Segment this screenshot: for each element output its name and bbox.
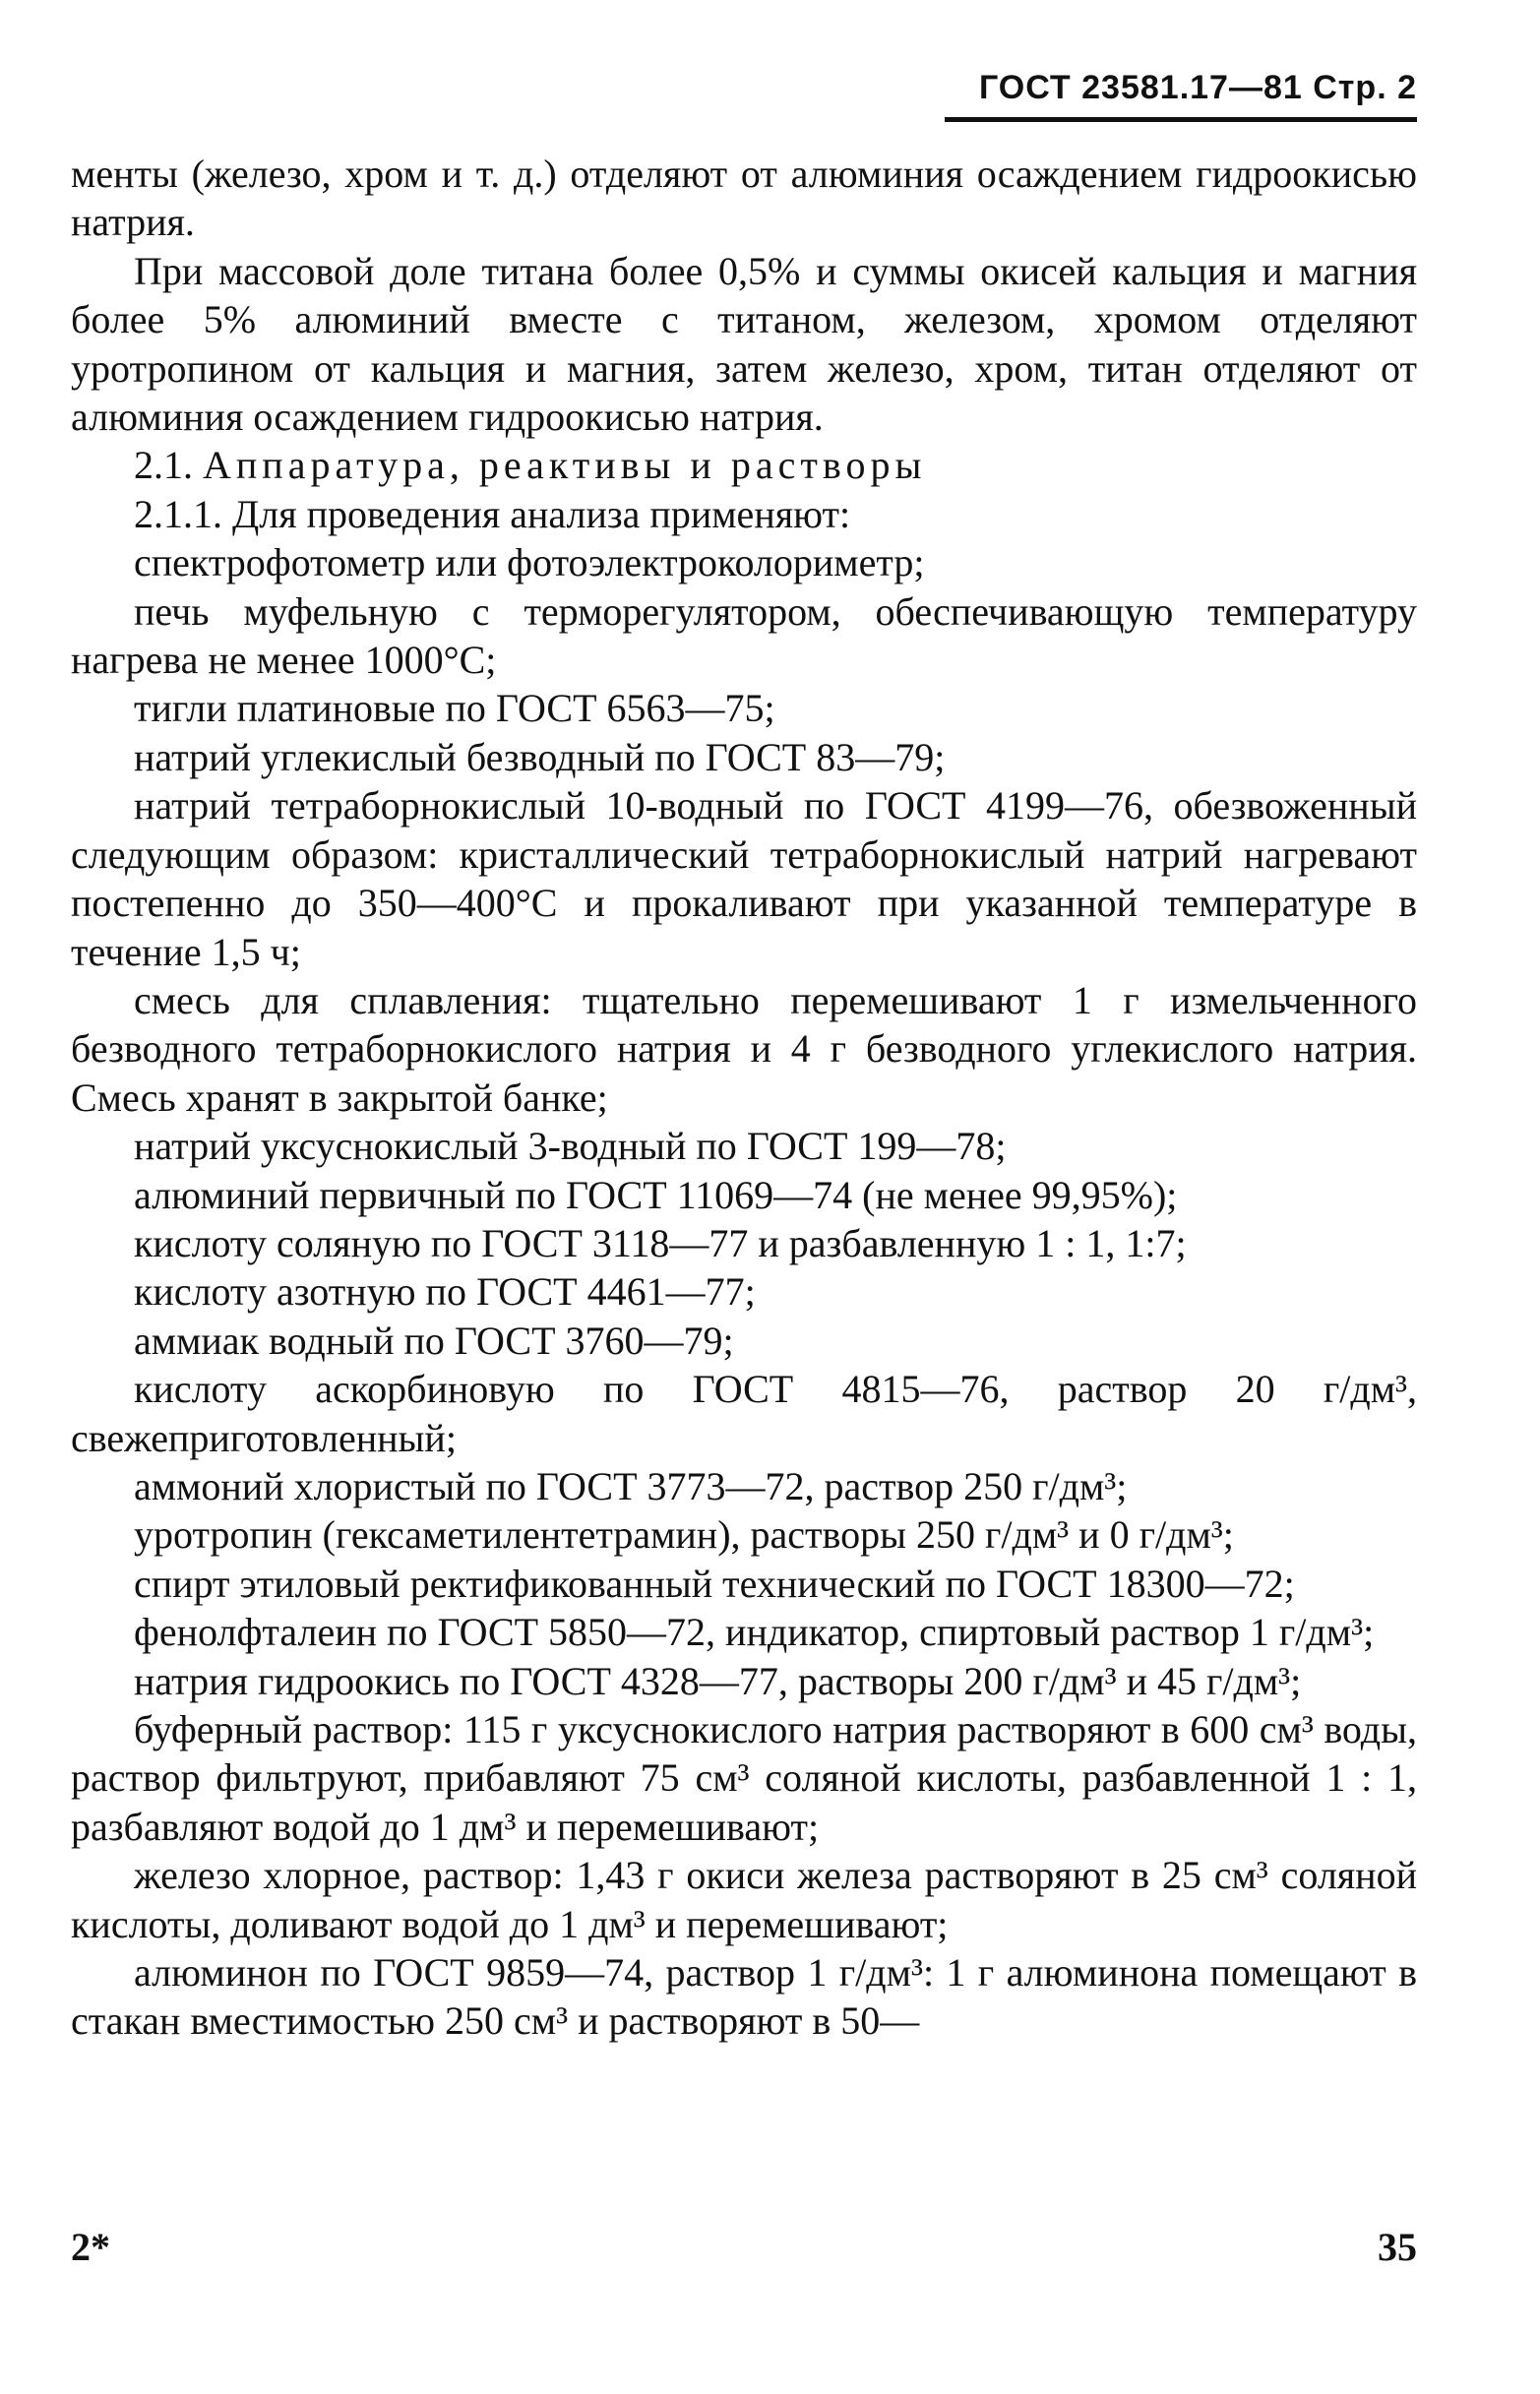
reagent-item: печь муфельную с терморегулятором, обеспечивающую температуру нагрева не менее 1000°С; [71, 588, 1417, 683]
reagent-list [71, 538, 1417, 2046]
reagent-item: кислоту соляную по ГОСТ 3118—77 и разбавленную 1 : 1, 1:7; [134, 1220, 1187, 1265]
section-number: 2.1. [134, 443, 193, 488]
reagent-item: алюминон по ГОСТ 9859—74, раствор 1 г/дм³: 1 г алюминона помещают в стакан вместимостью 250 см³ и растворяют в 50— [71, 1950, 1417, 2044]
page-number: 35 [1378, 2225, 1417, 2269]
reagent-item: кислоту аскорбиновую по ГОСТ 4815—76, раствор 20 г/дм³, свежеприготовленный; [71, 1367, 1417, 1460]
reagent-item: спектрофотометр или фотоэлектроколориметр; [134, 540, 925, 585]
reagent-item: уротропин (гексаметилентетрамин), растворы 250 г/дм³ и 0 г/дм³; [134, 1512, 1234, 1558]
reagent-item: фенолфталеин по ГОСТ 5850—72, индикатор, спиртовый раствор 1 г/дм³; [134, 1610, 1375, 1655]
running-header: ГОСТ 23581.17—81 Стр. 2 [945, 69, 1417, 122]
reagent-item: натрия гидроокись по ГОСТ 4328—77, растворы 200 г/дм³ и 45 г/дм³; [134, 1658, 1302, 1703]
paragraph-continuation: менты (железо, хром и т. д.) отделяют от алюминия осаждением гидроокисью натрия. [71, 152, 1417, 245]
reagent-item: натрий тетраборнокислый 10-водный по ГОСТ 4199—76, обезвоженный следующим образом: кристаллический тетраборнокислый натрий нагревают постепенно до 350—400°С и прокаливают при указанной температуре в течение 1,5 ч; [71, 783, 1417, 974]
reagent-item: алюминий первичный по ГОСТ 11069—74 (не менее 99,95%); [134, 1172, 1178, 1217]
reagent-item: смесь для сплавления: тщательно перемешивают 1 г измельченного безводного тетраборнокислого натрия и 4 г безводного углекислого натрия. Смесь хранят в закрытой банке; [71, 977, 1417, 1120]
reagent-item: натрий углекислый безводный по ГОСТ 83—79; [134, 734, 946, 779]
document-page [71, 59, 1417, 2352]
section-heading [71, 441, 1417, 489]
reagent-item: буферный раствор: 115 г уксуснокислого натрия растворяют в 600 см³ воды, раствор фильтруют, прибавляют 75 см³ соляной кислоты, разбавленной 1 : 1, разбавляют водой до 1 дм³ и перемешивают; [71, 1707, 1417, 1849]
reagent-item: аммоний хлористый по ГОСТ 3773—72, раствор 250 г/дм³; [134, 1463, 1128, 1508]
reagent-item: натрий уксуснокислый 3-водный по ГОСТ 199—78; [134, 1124, 1007, 1169]
reagent-item: железо хлорное, раствор: 1,43 г окиси железа растворяют в 25 см³ соляной кислоты, доливают водой до 1 дм³ и перемешивают; [71, 1853, 1417, 1946]
paragraph-titanium: При массовой доле титана более 0,5% и суммы окисей кальция и магния более 5% алюминий вместе с титаном, железом, хромом отделяют уротропином от кальция и магния, затем железо, хром, титан отделяют от алюминия осаждением гидроокисью натрия. [71, 248, 1417, 440]
reagent-item: кислоту азотную по ГОСТ 4461—77; [134, 1269, 756, 1315]
signature-mark: 2* [71, 2225, 110, 2269]
document-body [71, 150, 1417, 2046]
reagent-item: аммиак водный по ГОСТ 3760—79; [134, 1318, 734, 1363]
subsection-intro: 2.1.1. Для проведения анализа применяют: [134, 491, 851, 536]
reagent-item: спирт этиловый ректификованный технический по ГОСТ 18300—72; [134, 1561, 1295, 1606]
section-title: Аппаратура, реактивы и растворы [203, 443, 927, 488]
reagent-item: тигли платиновые по ГОСТ 6563—75; [134, 686, 775, 731]
